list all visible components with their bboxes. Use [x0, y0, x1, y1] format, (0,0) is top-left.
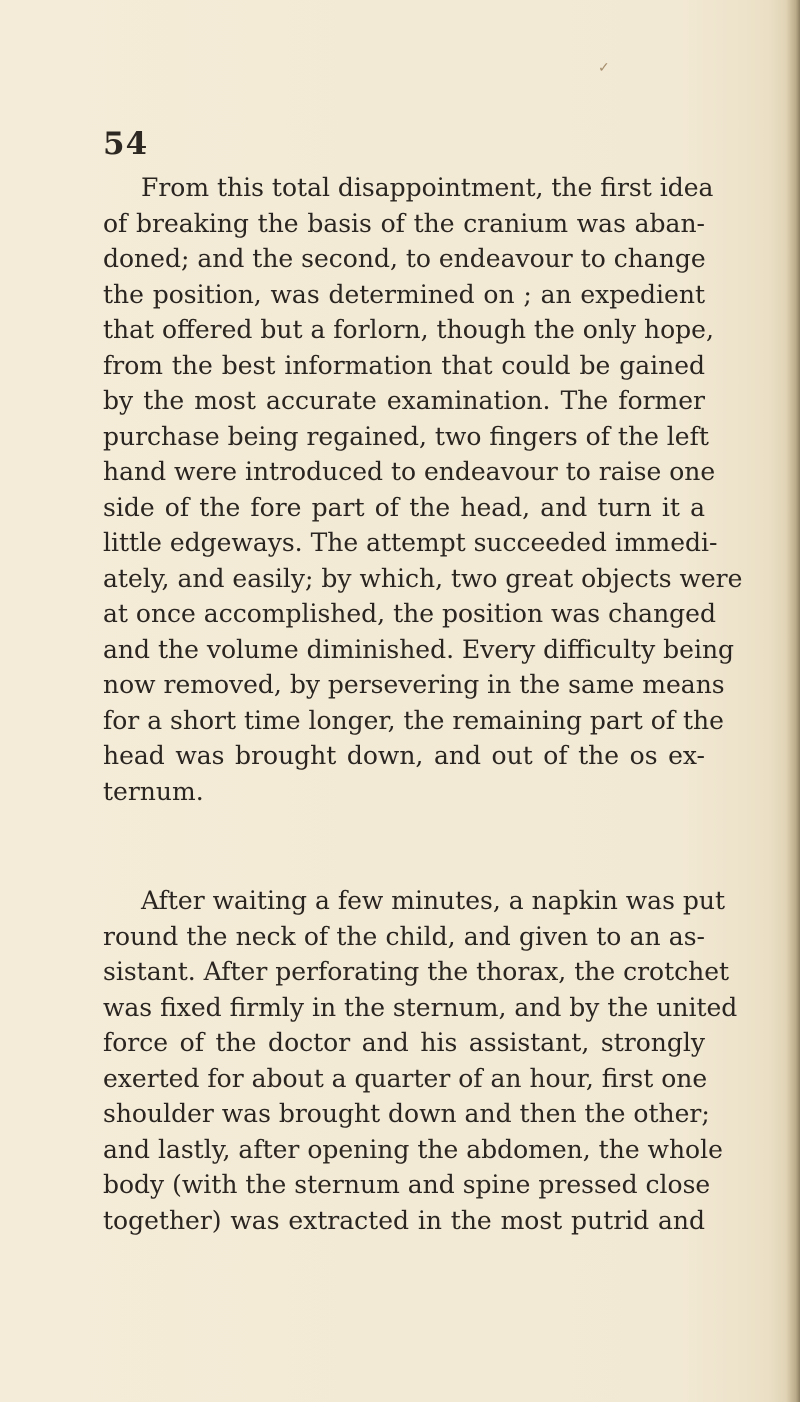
paragraph-1	[103, 170, 743, 809]
text-line: ately, and easily; by which, two great objects were	[103, 563, 743, 593]
paragraph-2	[103, 883, 738, 1238]
text-line: by the most accurate examination. The former	[103, 386, 705, 415]
text-line: little edgeways. The attempt succeeded immedi-	[103, 528, 718, 557]
text-line: sistant. After perforating the thorax, the crotchet	[103, 957, 730, 986]
text-line: body (with the sternum and spine pressed close	[103, 1170, 711, 1199]
text-line: ternum.	[103, 776, 204, 806]
page-number: 54	[103, 126, 149, 162]
text-line: round the neck of the child, and given to an as-	[103, 921, 705, 951]
text-line: side of the fore part of the head, and turn it a	[103, 492, 705, 522]
text-line: doned; and the second, to endeavour to change	[103, 244, 706, 273]
text-line: purchase being regained, two fingers of the left	[103, 421, 709, 451]
text-line: and lastly, after opening the abdomen, the whole	[103, 1134, 723, 1164]
text-line: From this total disappointment, the first idea	[141, 173, 714, 202]
text-line: the position, was determined on ; an expedient	[103, 279, 705, 309]
text-line: together) was extracted in the most putrid and	[103, 1205, 705, 1235]
text-line: of breaking the basis of the cranium was aban-	[103, 208, 705, 238]
text-line: that offered but a forlorn, though the only hope,	[103, 315, 714, 344]
page-edge-shadow	[786, 0, 800, 1402]
text-line: shoulder was brought down and then the other;	[103, 1099, 710, 1128]
text-line: for a short time longer, the remaining part of the	[103, 705, 724, 735]
text-line: hand were introduced to endeavour to raise one	[103, 457, 716, 486]
text-line: now removed, by persevering in the same means	[103, 670, 725, 699]
text-line: from the best information that could be gained	[103, 350, 705, 380]
text-line: and the volume diminished. Every difficulty being	[103, 634, 735, 664]
text-line: exerted for about a quarter of an hour, first one	[103, 1063, 708, 1093]
text-line: force of the doctor and his assistant, strongly	[103, 1028, 705, 1057]
text-line: was fixed firmly in the sternum, and by the united	[103, 992, 738, 1022]
pencil-mark: ✓	[598, 60, 610, 76]
text-line: head was brought down, and out of the os ex-	[103, 741, 705, 770]
text-line: After waiting a few minutes, a napkin was put	[141, 886, 725, 915]
text-line: at once accomplished, the position was changed	[103, 599, 716, 628]
